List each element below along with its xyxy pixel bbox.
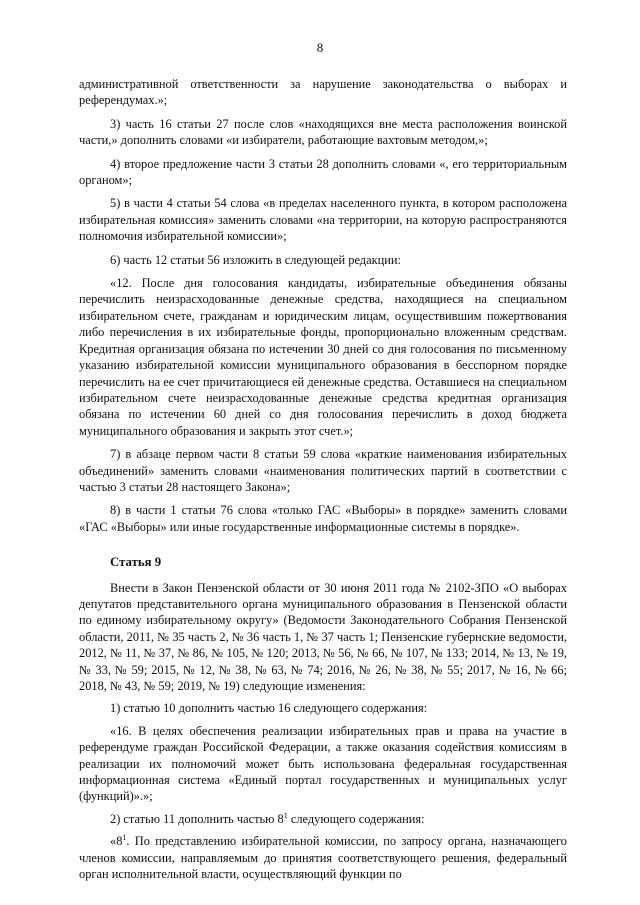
paragraph: 4) второе предложение части 3 статьи 28 дополнить словами «, его территориальным органом»; xyxy=(79,156,567,188)
article-heading: Статья 9 xyxy=(110,555,162,570)
text-run: . По представлению избирательной комиссии, по запросу органа, назначающего членов комиссии, направляемым до принятия соответствующего решения, федеральный орган исполнительной власти, осуществляющий функции по xyxy=(79,834,567,882)
superscript: 1 xyxy=(122,833,127,843)
paragraph: «12. После дня голосования кандидаты, избирательные объединения обязаны перечислить неизрасходованные денежные средства, находящиеся на специальном избирательном счете, гражданам и юридическим лицам, осуществившим пожертвования либо перечисления в их избирательные фонды, пропорционально вложенным средствам. Кредитная организация обязана по истечении 30 дней со дня голосования по письменному указанию избирательной комиссии муниципального образования в бесспорном порядке перечислить на ее счет причитающиеся ей денежные средства. Оставшиеся на специальном избирательном счете неизрасходованные денежные средства кредитная организация обязана по истечении 60 дней со дня голосования перечислить в доход бюджета муниципального образования и закрыть этот счет.»; xyxy=(79,276,567,438)
paragraph: 7) в абзаце первом части 8 статьи 59 слова «краткие наименования избирательных объединений» заменить словами «наименования политических партий в соответствии с частью 3 статьи 28 настоящего Закона»; xyxy=(79,447,567,494)
paragraph: «16. В целях обеспечения реализации избирательных прав и права на участие в референдуме граждан Российской Федерации, а также оказания содействия комиссиям в реализации их полномочий может быть использована федеральная государственная информационная система «Единый портал государственных и муниципальных услуг (функций)».»; xyxy=(79,723,567,804)
document-body xyxy=(79,76,567,888)
paragraph: 3) часть 16 статьи 27 после слов «находящихся вне места расположения воинской части,» дополнить словами «и избиратели, работающие вахтовым методом,»; xyxy=(79,116,567,148)
paragraph: 5) в части 4 статьи 54 слова «в пределах населенного пункта, в котором расположена избирательная комиссия» заменить словами «на территории, на которую распространяются полномочия избирательной комиссии»; xyxy=(79,196,567,244)
paragraph: Внести в Закон Пензенской области от 30 июня 2011 года № 2102-ЗПО «О выборах депутатов представительного органа муниципального образования в Пензенской области по единому избирательному округу» (Ведомости Законодательного Собрания Пензенской области, 2011, № 35 часть 2, № 36 часть 1, № 37 часть 1; Пензенские губернские ведомости, 2012, № 11, № 37, № 86, № 105, № 120; 2013, № 56, № 66, № 107, № 133; 2014, № 13, № 19, № 33, № 59; 2015, № 12, № 38, № 63, № 74; 2016, № 26, № 38, № 55; 2017, № 16, № 66; 2018, № 43, № 59; 2019, № 19) следующие изменения: xyxy=(79,580,567,693)
paragraph: 1) статью 10 дополнить частью 16 следующего содержания: xyxy=(110,701,428,716)
paragraph xyxy=(79,811,567,827)
text-run: «8 xyxy=(110,834,123,849)
page-number: 8 xyxy=(316,40,324,55)
text-run: следующего содержания: xyxy=(287,811,425,826)
paragraph: 6) часть 12 статьи 56 изложить в следующей редакции: xyxy=(110,252,401,267)
superscript: 1 xyxy=(283,810,288,820)
text-run: 2) статью 11 дополнить частью 8 xyxy=(110,811,284,826)
paragraph xyxy=(79,833,567,882)
paragraph: 8) в части 1 статьи 76 слова «только ГАС «Выборы» в порядке» заменить словами «ГАС «Выборы» или иные государственные информационные системы в порядке». xyxy=(79,503,567,534)
paragraph: административной ответственности за нарушение законодательства о выборах и референдумах.»; xyxy=(79,77,567,108)
